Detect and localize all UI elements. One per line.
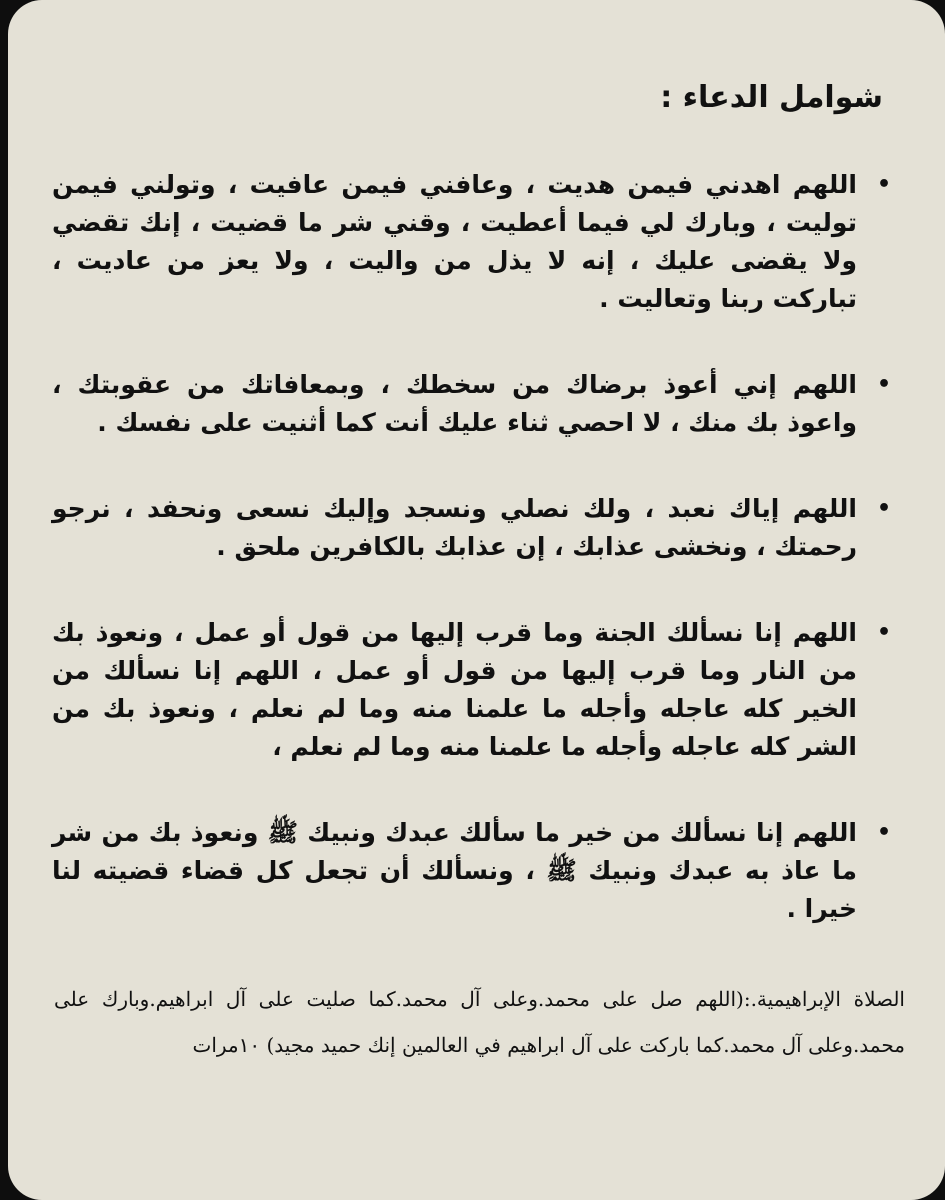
bullet-icon: •	[876, 620, 891, 645]
document-page	[8, 0, 945, 1200]
dua-item	[48, 814, 905, 928]
bullet-icon: •	[876, 172, 891, 197]
bullet-icon: •	[876, 820, 891, 845]
dua-text: اللهم إياك نعبد ، ولك نصلي ونسجد وإليك نسعى ونحفد ، نرجو رحمتك ، ونخشى عذابك ، إن عذابك بالكافرين ملحق .	[52, 494, 857, 561]
dua-text: اللهم إنا نسألك الجنة وما قرب إليها من قول أو عمل ، ونعوذ بك من النار وما قرب إليها من قول أو عمل ، اللهم إنا نسألك من الخير كله عاجله وأجله ما علمنا منه وما لم نعلم ، ونعوذ بك من الشر كله عاجله وأجله ما علمنا منه وما لم نعلم ،	[52, 618, 857, 761]
dua-text: اللهم إني أعوذ برضاك من سخطك ، وبمعافاتك من عقوبتك ، واعوذ بك منك ، لا احصي ثناء عليك أنت كما أثنيت على نفسك .	[52, 370, 857, 437]
dua-item	[48, 166, 905, 318]
dua-list	[48, 166, 905, 928]
dua-text: اللهم إنا نسألك من خير ما سألك عبدك ونبيك ﷺ ونعوذ بك من شر ما عاذ به عبدك ونبيك ﷺ ، ونسألك أن تجعل كل قضاء قضيته لنا خيرا .	[52, 818, 857, 923]
dua-item	[48, 366, 905, 442]
bullet-icon: •	[876, 372, 891, 397]
bullet-icon: •	[876, 496, 891, 521]
page-title: شوامل الدعاء :	[660, 80, 883, 115]
dua-item	[48, 614, 905, 766]
salat-ibrahimiya-note: الصلاة الإبراهيمية.:(اللهم صل على محمد.وعلى آل محمد.كما صليت على آل ابراهيم.وبارك على محمد.وعلى آل محمد.كما باركت على آل ابراهيم في العالمين إنك حميد مجيد) ١٠مرات	[54, 987, 905, 1057]
dua-text: اللهم اهدني فيمن هديت ، وعافني فيمن عافيت ، وتولني فيمن توليت ، وبارك لي فيما أعطيت ، وقني شر ما قضيت ، إنك تقضي ولا يقضى عليك ، إنه لا يذل من واليت ، ولا يعز من عاديت ، تباركت ربنا وتعاليت .	[52, 170, 857, 313]
dua-item	[48, 490, 905, 566]
